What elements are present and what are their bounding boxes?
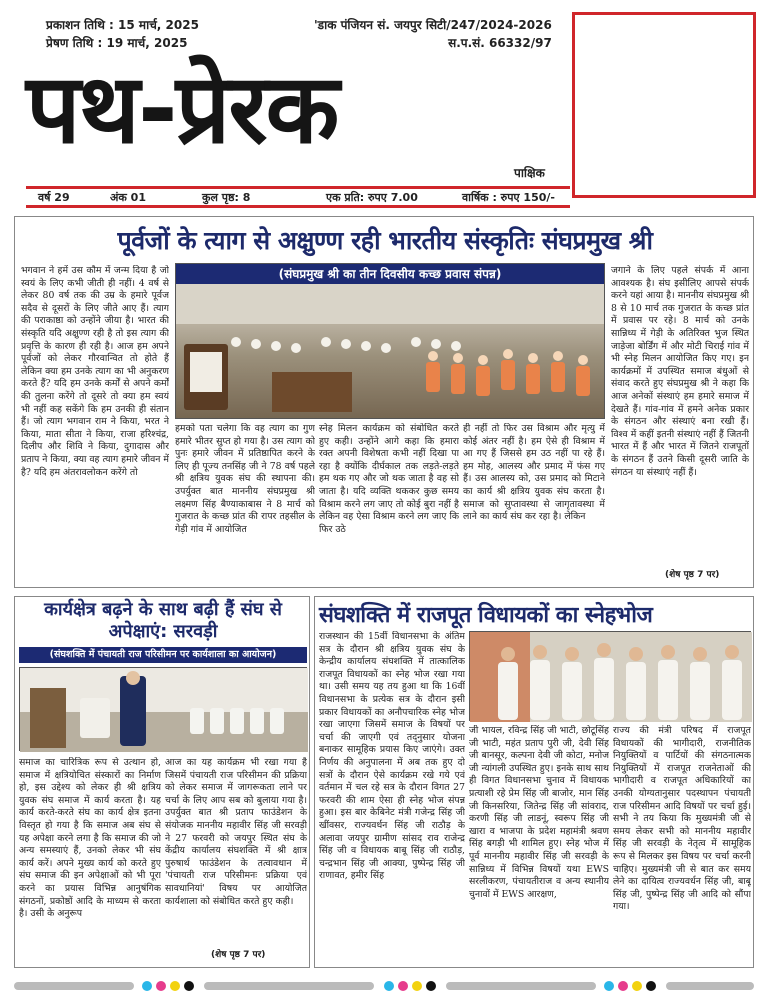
print-registration-marks xyxy=(14,980,754,992)
audience-illustration xyxy=(176,264,605,419)
lead-column-2: हमको पता चलेगा कि वह त्याग का गुण हमारे भीतर सुप्त हो गया है। उस त्याग को पुनः हमारे जीवन में प्रतिष्ठापित करने के लिए ही पूज्य तनसिंह जी ने 78 वर्ष पहले श्री क्षत्रिय युवक संघ की स्थापना की। उपर्युक्त बात माननीय संघप्रमुख श्री लक्ष्मण सिंह बैण्याकाबास ने 8 मार्च को गुजरात के कच्छ प्रांत की रापर तहसील के गेड़ी गांव में आयोजित xyxy=(175,423,315,535)
third-headline: संघशक्ति में राजपूत विधायकों का स्नेहभोज xyxy=(319,603,653,628)
postal-registration: 'डाक पंजियन सं. जयपुर सिटी/247/2024-2026 xyxy=(314,18,552,32)
workshop-photo xyxy=(19,667,307,751)
workshop-illustration xyxy=(20,668,308,752)
second-subhead: (संघशक्ति में पंचायती राज परिसीमन पर कार्यशाला का आयोजन) xyxy=(19,647,307,663)
lead-column-3: स्नेह मिलन कार्यक्रम को संबोधित करते हुए कही। उन्होंने आगे कहा कि हमारा रक्त अपनी विशेषता कभी नहीं दिखा पा रहा है क्योंकि दीर्घकाल तक लड़ते-लड़ते हम थक गए और जो थक जाता है वह सो जाता है। यदि व्यक्ति थककर कुछ समय विश्राम करने लग जाए तो कोई बुरा नहीं है लेकिन वह ऐसा विश्राम करने लग जाए कि फिर उठे xyxy=(319,423,459,535)
third-column-1: राजस्थान की 15वीं विधानसभा के अंतिम सत्र के दौरान श्री क्षत्रिय युवक संघ के केन्द्रीय कार्यालय संघशक्ति में तात्कालिक राजपूत विधायकों का स्नेह भोज रखा गया था। उसी समय यह तय हुआ था कि 16वीं विधानसभा के प्रत्येक सत्र के दौरान इसी प्रकार विधायकों का अनौपचारिक स्नेह भोज रखा जाएगा जिसमें समाज के विषयों पर चर्चा की जाएगी एवं तद्नुसार योजना बनाकर सामूहिक प्रयास किए जाएंगे। उक्त निर्णय की अनुपालना में अब तक हुए दो सत्रों के दौरान ऐसे कार्यक्रम रखे गये एवं वर्तमान में चल रहे सत्र के दौरान विगत 27 फरवरी की शाम ऐसा ही स्नेह भोज संपन्न हुआ। इस बार केबिनेट मंत्री गजेन्द्र सिंह जी खींवसर, राज्यवर्धन सिंह जी राठौड़ के अलावा जयपुर ग्रामीण सांसद राव राजेन्द्र सिंह जी व विधायक बाबू सिंह जी राठौड़, चन्द्रभान सिंह जी आक्या, पुष्पेन्द्र सिंह जी राणावत, हमीर सिंह xyxy=(319,631,465,882)
legislators-illustration xyxy=(470,632,752,722)
second-story xyxy=(14,596,310,968)
ad-space-box xyxy=(572,12,756,198)
total-pages: कुल पृष्ठ: 8 xyxy=(202,190,251,204)
lead-column-5: जगाने के लिए पहले संपर्क में आना आवश्यक है। संघ इसीलिए आपसे संपर्क करने यहां आया है। माननीय संघप्रमुख श्री 8 से 10 मार्च तक गुजरात के कच्छ प्रांत में प्रवास पर रहे। 8 मार्च को उनके सान्निध्य में गेड़ी के अतिरिक्त भुज स्थित जाड़ेजा बोर्डिंग में और मोटी चिराई गांव में भी स्नेह मिलन आयोजित किए गए। इन कार्यक्रमों में उपस्थित समाज बंधुओं से संवाद करते हुए संघप्रमुख श्री ने कहा कि आज अनेकों संस्थाएं हम हमारे समाज में देखते हैं। गांव-गांव में हमने अनेक प्रकार के संगठन और संस्थाएं बना रखी हैं। विश्व में कहीं इतनी संस्थाएं नहीं हैं जितनी भारत में हैं और भारत में जितने राजपूतों के संगठन हैं उतने किसी दूसरी जाति के संगठन या संस्थाएं नहीं हैं। xyxy=(611,265,749,478)
frequency-label: पाक्षिक xyxy=(514,166,545,180)
second-column-1: समाज का चारित्रिक रूप से उत्थान हो, समाज में क्षत्रियोचित संस्कारों का निर्माण हो, इस उद्देश्य को लेकर ही श्री क्षत्रिय युवक संघ समाज में कार्य करता है। यह कार्य करते-करते संघ का कार्य क्षेत्र इतना विस्तृत हो गया है कि समाज अब संघ से यह अपेक्षा करने लगा है कि समाज की जो अन्य समस्याएं हैं, उनको लेकर भी संघ कार्य करें। अपने मुख्य कार्य को करते हुए संघ समाज की इन अपेक्षाओं को भी पूरा करने का प्रयास विभिन्न आनुषंगिक संगठनों, प्रकोष्ठों आदि के माध्यम से करता है। उसी के अनुरूप xyxy=(19,757,161,920)
lead-photo-caption: (संघप्रमुख श्री का तीन दिवसीय कच्छ प्रवास संपन्न) xyxy=(176,264,604,284)
third-column-2: जी भायल, रविन्द्र सिंह जी भाटी, छोटूसिंह जी भाटी, महंत प्रताप पुरी जी, देवी सिंह जी बानसूर, कल्पना देवी जी कोटा, मनोज जी न्यांगली उपस्थित हुए। इनके साथ साथ ही विगत विधानसभा चुनाव में विधायक प्रत्याशी रहे प्रेम सिंह जी बाजोर, मान सिंह जी किनसरिया, जितेन्द्र सिंह जी सांवराद, करणी सिंह जी लाडनूं, स्वरूप सिंह जी खारा व भाजपा के प्रदेश महामंत्री श्रवण सिंह बगड़ी भी शामिल हुए। स्नेह भोज में पूर्व माननीय महावीर सिंह जी सरवड़ी के सान्निध्य में विभिन्न विषयों यथा EWS सरलीकरण, पंचायतीराज व अन्य स्थानीय चुनावों में EWS आरक्षण, xyxy=(469,725,609,900)
second-continued-note: (शेष पृष्ठ 7 पर) xyxy=(211,950,266,960)
single-copy-price: एक प्रति: रुपए 7.00 xyxy=(326,190,418,204)
lead-column-4: ही नहीं तो फिर उस विश्राम और मृत्यु में कोई अंतर नहीं है। हम ऐसे ही विश्राम में आ गए हैं जिससे हम उठ नहीं पा रहे हैं। हम मोह, आलस्य और प्रमाद में फंस गए हैं। उस आलस्य को, उस प्रमाद को मिटाने का कार्य श्री क्षत्रिय युवक संघ करता है। समाज को सुप्तावस्था से जागृतावस्था में लाने का कार्य संघ कर रहा है। लेकिन xyxy=(463,423,605,523)
newspaper-title: पथ-प्रेरक xyxy=(26,53,338,165)
lead-photo xyxy=(175,263,605,419)
issue-info-bar xyxy=(26,186,570,208)
lead-story xyxy=(14,216,754,588)
date-block xyxy=(46,16,199,52)
registration-block xyxy=(314,16,552,52)
lead-continued-note: (शेष पृष्ठ 7 पर) xyxy=(665,570,720,580)
annual-subscription: वार्षिक : रुपए 150/- xyxy=(462,190,555,204)
lead-column-1: भगवान ने हमें उस कौम में जन्म दिया है जो स्वयं के लिए कभी जीती ही नहीं। 4 वर्ष से लेकर 80 वर्ष तक की उम्र के हमारे पूर्वज सदैव से दूसरों के लिए जीते आए हैं। त्याग की पराकाष्ठा को उन्होंने जीया है। भारत की संस्कृति यदि अक्षुण्ण रही है तो इस त्याग की प्रवृत्ति के कारण ही रही है। आज हम अपने पूर्वजों को लेकर गौरवान्वित तो होते हैं लेकिन क्या हम उनके त्याग का भी अनुकरण करते हैं? यदि हम उनके कर्मों से अपने कर्मों की तुलना करेंगे तो दूसरे तो क्या हम स्वयं भी नहीं कह सकेंगे कि हम उनकी ही संतान हैं। जो त्याग भगवान राम ने किया, भरत ने किया, माता सीता ने किया, राजा हरिश्चंद्र, दिलीप और शिवि ने किया, दुगादास और प्रताप ने किया, क्या वह त्याग हमारे जीवन में है? यदि हम अंतरावलोकन करेंगे तो xyxy=(21,265,169,478)
publish-date: प्रकाशन तिथि : 15 मार्च, 2025 xyxy=(46,18,199,32)
third-story xyxy=(314,596,754,968)
rni-number: स.प.सं. 66332/97 xyxy=(448,36,552,50)
second-column-2: आज का यह कार्यक्रम भी रखा गया है जिसमें पंचायती राज परिसीमन की प्रक्रिया को लेकर समाज में जागरूकता लाने पर चर्चा के लिए आप सब को बुलाया गया है। उपर्युक्त बात श्री प्रताप फाउंडेशन के संयोजक माननीय महावीर सिंह जी सरवड़ी ने 27 फरवरी को जयपुर स्थित संघ के केंद्रीय कार्यालय संघशक्ति में श्री क्षात्र पुरुषार्थ फाउंडेशन के तत्वावधान में 'पंचायती राज परिसीमनः प्रक्रिया एवं सावधानियां' विषय पर आयोजित कार्यशाला को संबोधित करते हुए कही। xyxy=(165,757,307,907)
third-column-3: राज्य की मंत्री परिषद में राजपूत विधायकों की भागीदारी, राजनीतिक नियुक्तियों व पार्टियों की संगठनात्मक नियुक्तियों में राजपूत राजनेताओं की भागीदारी व राजपूत अधिकारियों का उनकी योग्यतानुसार पदस्थापन पंचायती राज परिसीमन आदि विषयों पर चर्चा हुई। सभी ने तय किया कि मुख्यमंत्री जी से समय लेकर सभी को माननीय महावीर सिंह जी सरवड़ी के नेतृत्व में सामूहिक रूप से मिलकर इस विषय पर चर्चा करनी चाहिए। मुख्यमंत्री जी से बात कर समय लेने का दायित्व राज्यवर्धन सिंह जी, बाबू सिंह जी, पुष्पेन्द्र सिंह जी आदि को सौंपा गया। xyxy=(613,725,751,913)
volume-year: वर्ष 29 xyxy=(38,190,70,204)
lead-headline: पूर्वजों के त्याग से अक्षुण्ण रही भारतीय संस्कृतिः संघप्रमुख श्री xyxy=(117,226,653,255)
second-headline: कार्यक्षेत्र बढ़ने के साथ बढ़ी हैं संघ से अपेक्षाएं: सरवड़ी xyxy=(44,599,282,642)
dispatch-date: प्रेषण तिथि : 19 मार्च, 2025 xyxy=(46,36,188,50)
legislators-photo xyxy=(469,631,751,721)
issue-number: अंक 01 xyxy=(110,190,146,204)
masthead xyxy=(12,12,756,202)
